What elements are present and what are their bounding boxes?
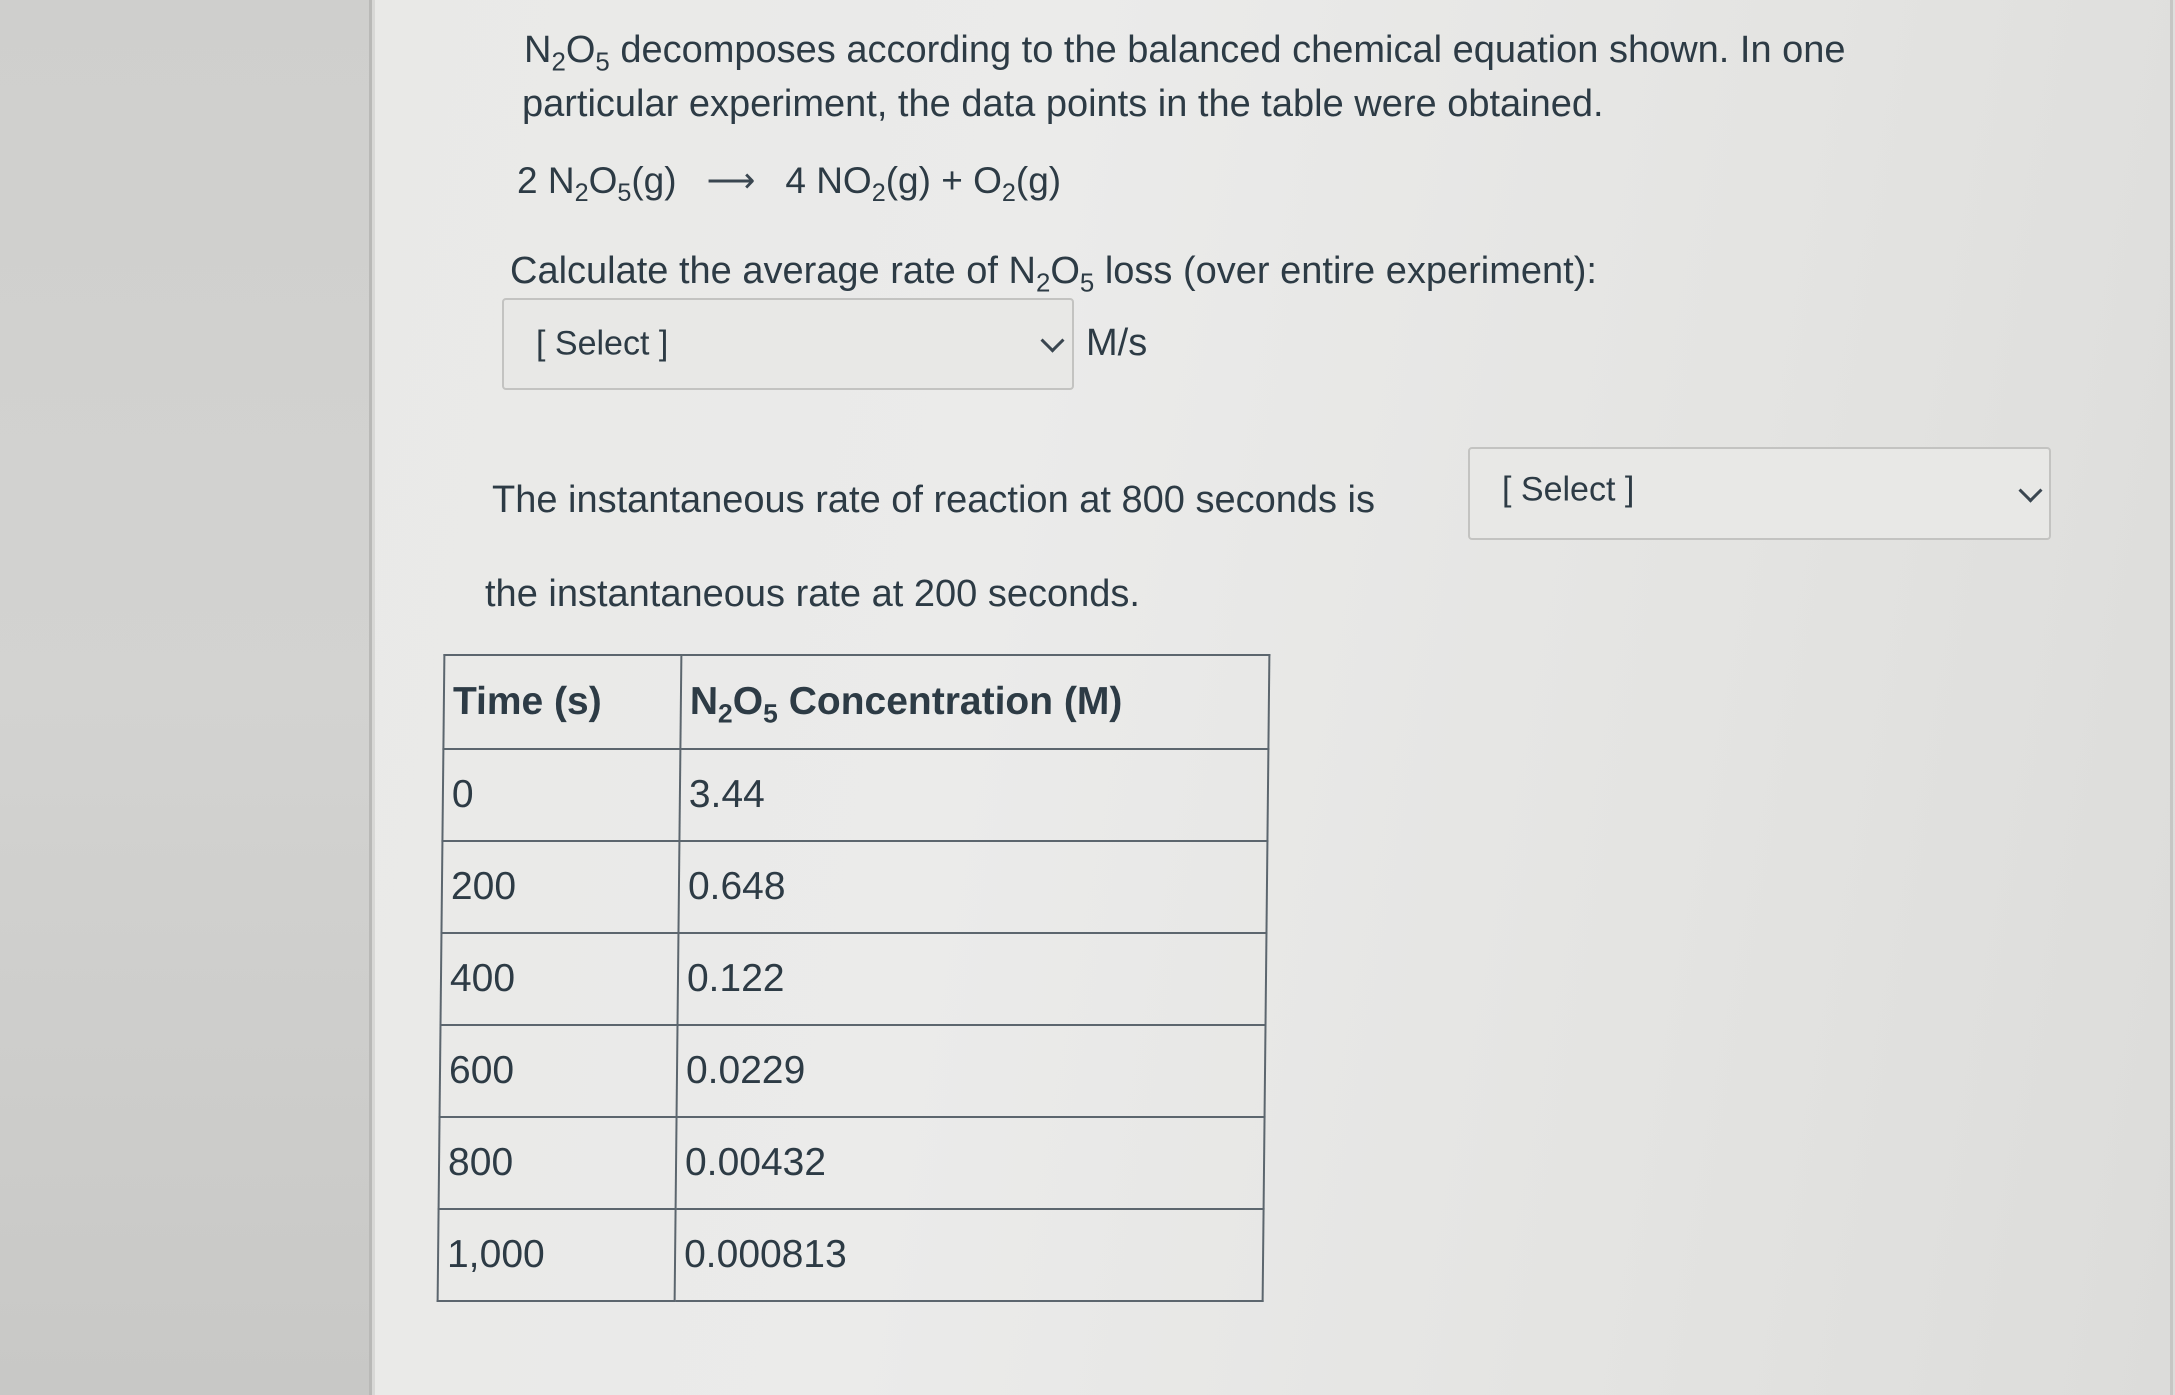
formula-sub: 2 — [717, 698, 733, 729]
question-intro-line1 — [524, 22, 1846, 78]
concentration-cell: 0.0229 — [677, 1025, 1266, 1117]
equation-lhs — [517, 160, 677, 208]
eq-sub: 2 — [871, 179, 886, 208]
table-row — [441, 841, 1267, 933]
eq-state: (g) — [631, 160, 677, 201]
formula-sub: 5 — [762, 698, 778, 729]
formula-sub: 2 — [1035, 269, 1051, 298]
eq-lhs-o: O — [588, 160, 618, 201]
formula-o: O — [1050, 250, 1080, 292]
eq-rhs-part: 4 NO — [785, 160, 872, 201]
instantaneous-rate-select[interactable] — [1468, 447, 2051, 540]
eq-rhs-part: (g) + O — [885, 160, 1002, 201]
part2-prompt-line2: the instantaneous rate at 200 seconds. — [485, 573, 1140, 615]
table-row — [440, 1025, 1266, 1117]
part1-prompt-end: loss (over entire experiment): — [1094, 250, 1597, 292]
part1-prompt — [510, 243, 1597, 299]
gutter-edge — [369, 0, 372, 1395]
formula-sub: 2 — [551, 48, 566, 77]
eq-sub: 2 — [574, 179, 589, 208]
formula-sub: 5 — [595, 48, 610, 77]
panel-right-edge — [2170, 0, 2173, 1395]
time-cell: 600 — [440, 1025, 678, 1117]
formula-n: N — [689, 680, 719, 723]
select-placeholder: [ Select ] — [536, 324, 669, 363]
select-placeholder: [ Select ] — [1502, 470, 1635, 509]
concentration-cell: 0.000813 — [675, 1209, 1264, 1301]
equation-rhs — [785, 160, 1062, 208]
part2-prompt-line1: The instantaneous rate of reaction at 800 seconds is — [492, 479, 1375, 521]
time-cell: 800 — [439, 1117, 677, 1209]
concentration-cell: 0.648 — [678, 841, 1267, 933]
formula-o: O — [565, 29, 596, 71]
eq-sub: 2 — [1001, 179, 1016, 208]
concentration-cell: 0.00432 — [676, 1117, 1265, 1209]
part1-prompt-start: Calculate the average rate of N — [510, 250, 1036, 292]
average-rate-select[interactable] — [502, 298, 1074, 390]
formula-n: N — [524, 29, 552, 71]
time-cell: 1,000 — [438, 1209, 676, 1301]
eq-state: (g) — [1015, 160, 1062, 201]
header-time: Time (s) — [443, 655, 681, 749]
time-cell: 400 — [441, 933, 679, 1025]
chevron-down-icon — [2018, 478, 2042, 502]
header-conc-text: Concentration (M) — [777, 680, 1123, 723]
formula-sub: 5 — [1079, 269, 1095, 298]
eq-sub: 5 — [617, 179, 632, 208]
table-header-row — [443, 655, 1269, 749]
page-left-gutter — [0, 0, 372, 1395]
concentration-cell: 3.44 — [679, 749, 1268, 841]
question-intro-line2: particular experiment, the data points in the table were obtained. — [522, 83, 1604, 125]
time-cell: 0 — [442, 749, 680, 841]
chevron-down-icon — [1040, 329, 1064, 353]
reaction-arrow-icon: ⟶ — [706, 162, 756, 200]
time-cell: 200 — [441, 841, 679, 933]
header-concentration — [680, 655, 1269, 749]
concentration-cell: 0.122 — [678, 933, 1267, 1025]
concentration-table — [437, 654, 1271, 1302]
table-row — [439, 1117, 1265, 1209]
intro-text: decomposes according to the balanced chemical equation shown. In one — [609, 29, 1846, 71]
table-row — [441, 933, 1267, 1025]
formula-o: O — [732, 680, 764, 723]
table-row — [438, 1209, 1264, 1301]
rate-unit-label: M/s — [1086, 322, 1148, 364]
table-row — [442, 749, 1268, 841]
eq-lhs-coef: 2 N — [517, 160, 575, 201]
chemical-equation — [517, 160, 1062, 208]
